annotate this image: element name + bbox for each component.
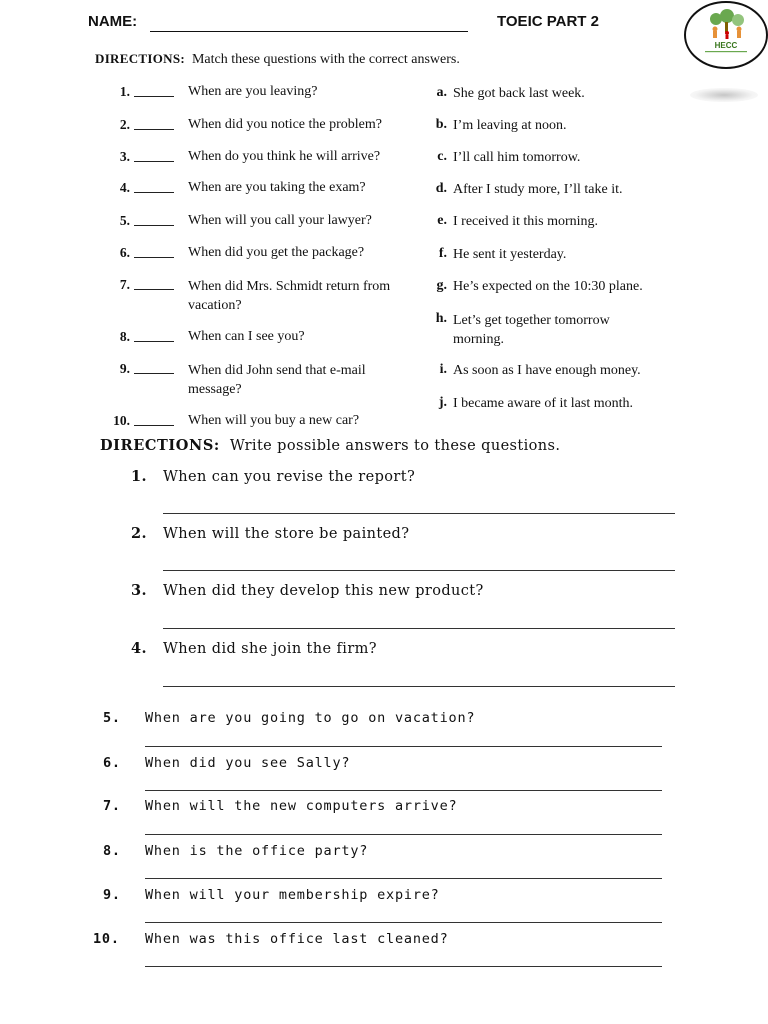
match-blank[interactable]	[134, 257, 174, 258]
answer-letter: e.	[437, 213, 447, 228]
svg-text:HECC: HECC	[714, 41, 738, 50]
question-number: 8.	[103, 843, 121, 859]
question-number: 9.	[119, 361, 130, 376]
answer-line[interactable]	[163, 570, 675, 571]
match-answer: I’m leaving at noon.	[453, 118, 567, 133]
answer-line[interactable]	[145, 966, 662, 967]
question-text: When was this office last cleaned?	[145, 931, 449, 947]
answer-line[interactable]	[163, 628, 675, 629]
answer-line[interactable]	[145, 790, 662, 791]
answer-line[interactable]	[163, 513, 675, 514]
write-question	[131, 640, 377, 657]
question-number: 5.	[119, 213, 130, 228]
match-blank[interactable]	[134, 289, 174, 290]
match-answer: After I study more, I’ll take it.	[453, 182, 623, 197]
question-number: 9.	[103, 887, 121, 903]
write-question	[131, 582, 484, 599]
question-number: 3.	[131, 582, 147, 599]
directions-label: DIRECTIONS:	[100, 437, 220, 454]
directions-text: Write possible answers to these questions.	[229, 438, 561, 454]
match-answer: He sent it yesterday.	[453, 247, 567, 262]
question-number: 6.	[103, 755, 121, 771]
match-blank[interactable]	[134, 161, 174, 162]
write-question	[103, 755, 350, 771]
answer-letter: j.	[438, 395, 447, 410]
match-blank[interactable]	[134, 192, 174, 193]
match-question: When are you taking the exam?	[188, 180, 366, 195]
write-question	[103, 887, 440, 903]
answer-letter: f.	[438, 246, 447, 261]
answer-line[interactable]	[145, 746, 662, 747]
match-question: When did you notice the problem?	[188, 117, 382, 132]
question-text: When will the store be painted?	[163, 526, 410, 542]
question-number: 2.	[131, 525, 147, 542]
write-question	[103, 843, 368, 859]
match-answer: As soon as I have enough money.	[453, 363, 641, 378]
name-label: NAME:	[88, 13, 138, 30]
answer-line[interactable]	[145, 922, 662, 923]
question-text: When can you revise the report?	[163, 469, 416, 485]
match-question: When will you buy a new car?	[188, 413, 360, 428]
write-question	[131, 525, 409, 542]
match-answer: Let’s get together tomorrow morning.	[453, 313, 610, 347]
logo-shadow	[690, 88, 758, 102]
match-question: When did Mrs. Schmidt return from vacation?	[188, 279, 391, 313]
question-number: 10.	[93, 931, 120, 947]
match-blank[interactable]	[134, 341, 174, 342]
logo-icon	[683, 0, 768, 70]
directions-1	[95, 51, 460, 68]
directions-2	[100, 437, 560, 454]
name-field[interactable]	[150, 31, 468, 32]
answer-line[interactable]	[163, 686, 675, 687]
question-number: 7.	[103, 798, 121, 814]
match-answer: She got back last week.	[453, 86, 585, 101]
question-number: 6.	[119, 245, 130, 260]
question-text: When will the new computers arrive?	[145, 798, 458, 814]
question-number: 7.	[119, 277, 130, 292]
question-number: 4.	[119, 180, 130, 195]
question-number: 4.	[131, 640, 147, 657]
match-question: When are you leaving?	[188, 84, 318, 99]
answer-letter: d.	[435, 181, 447, 196]
page-title: TOEIC PART 2	[497, 13, 599, 30]
question-text: When did she join the firm?	[163, 641, 377, 657]
answer-letter: h.	[435, 311, 447, 326]
directions-text: Match these questions with the correct answers.	[191, 52, 460, 67]
answer-line[interactable]	[145, 834, 662, 835]
match-question: When did you get the package?	[188, 245, 365, 260]
match-blank[interactable]	[134, 96, 174, 97]
question-text: When are you going to go on vacation?	[145, 710, 476, 726]
answer-letter: b.	[435, 117, 447, 132]
question-number: 1.	[119, 84, 130, 99]
match-blank[interactable]	[134, 373, 174, 374]
write-question	[103, 798, 457, 814]
question-text: When did you see Sally?	[145, 755, 351, 771]
match-question: When did John send that e-mail message?	[188, 363, 366, 397]
match-blank[interactable]	[134, 129, 174, 130]
question-text: When is the office party?	[145, 843, 369, 859]
answer-line[interactable]	[145, 878, 662, 879]
write-question	[93, 931, 449, 947]
answer-letter: c.	[437, 149, 447, 164]
question-number: 10.	[113, 413, 130, 428]
logo	[683, 0, 768, 70]
match-question: When do you think he will arrive?	[188, 149, 381, 164]
question-number: 3.	[119, 149, 130, 164]
question-text: When did they develop this new product?	[163, 583, 484, 599]
answer-letter: a.	[436, 85, 447, 100]
directions-label: DIRECTIONS:	[95, 51, 185, 66]
match-blank[interactable]	[134, 425, 174, 426]
match-answer: He’s expected on the 10:30 plane.	[453, 279, 643, 294]
write-question	[131, 468, 415, 485]
question-number: 8.	[119, 329, 130, 344]
answer-letter: i.	[439, 362, 447, 377]
question-number: 5.	[103, 710, 121, 726]
match-answer: I’ll call him tomorrow.	[453, 150, 581, 165]
match-blank[interactable]	[134, 225, 174, 226]
answer-letter: g.	[436, 278, 447, 293]
match-question: When can I see you?	[188, 329, 305, 344]
question-number: 2.	[119, 117, 130, 132]
match-question: When will you call your lawyer?	[188, 213, 372, 228]
write-question	[103, 710, 475, 726]
question-text: When will your membership expire?	[145, 887, 440, 903]
match-answer: I became aware of it last month.	[453, 396, 633, 411]
match-answer: I received it this morning.	[453, 214, 599, 229]
question-number: 1.	[131, 468, 147, 485]
